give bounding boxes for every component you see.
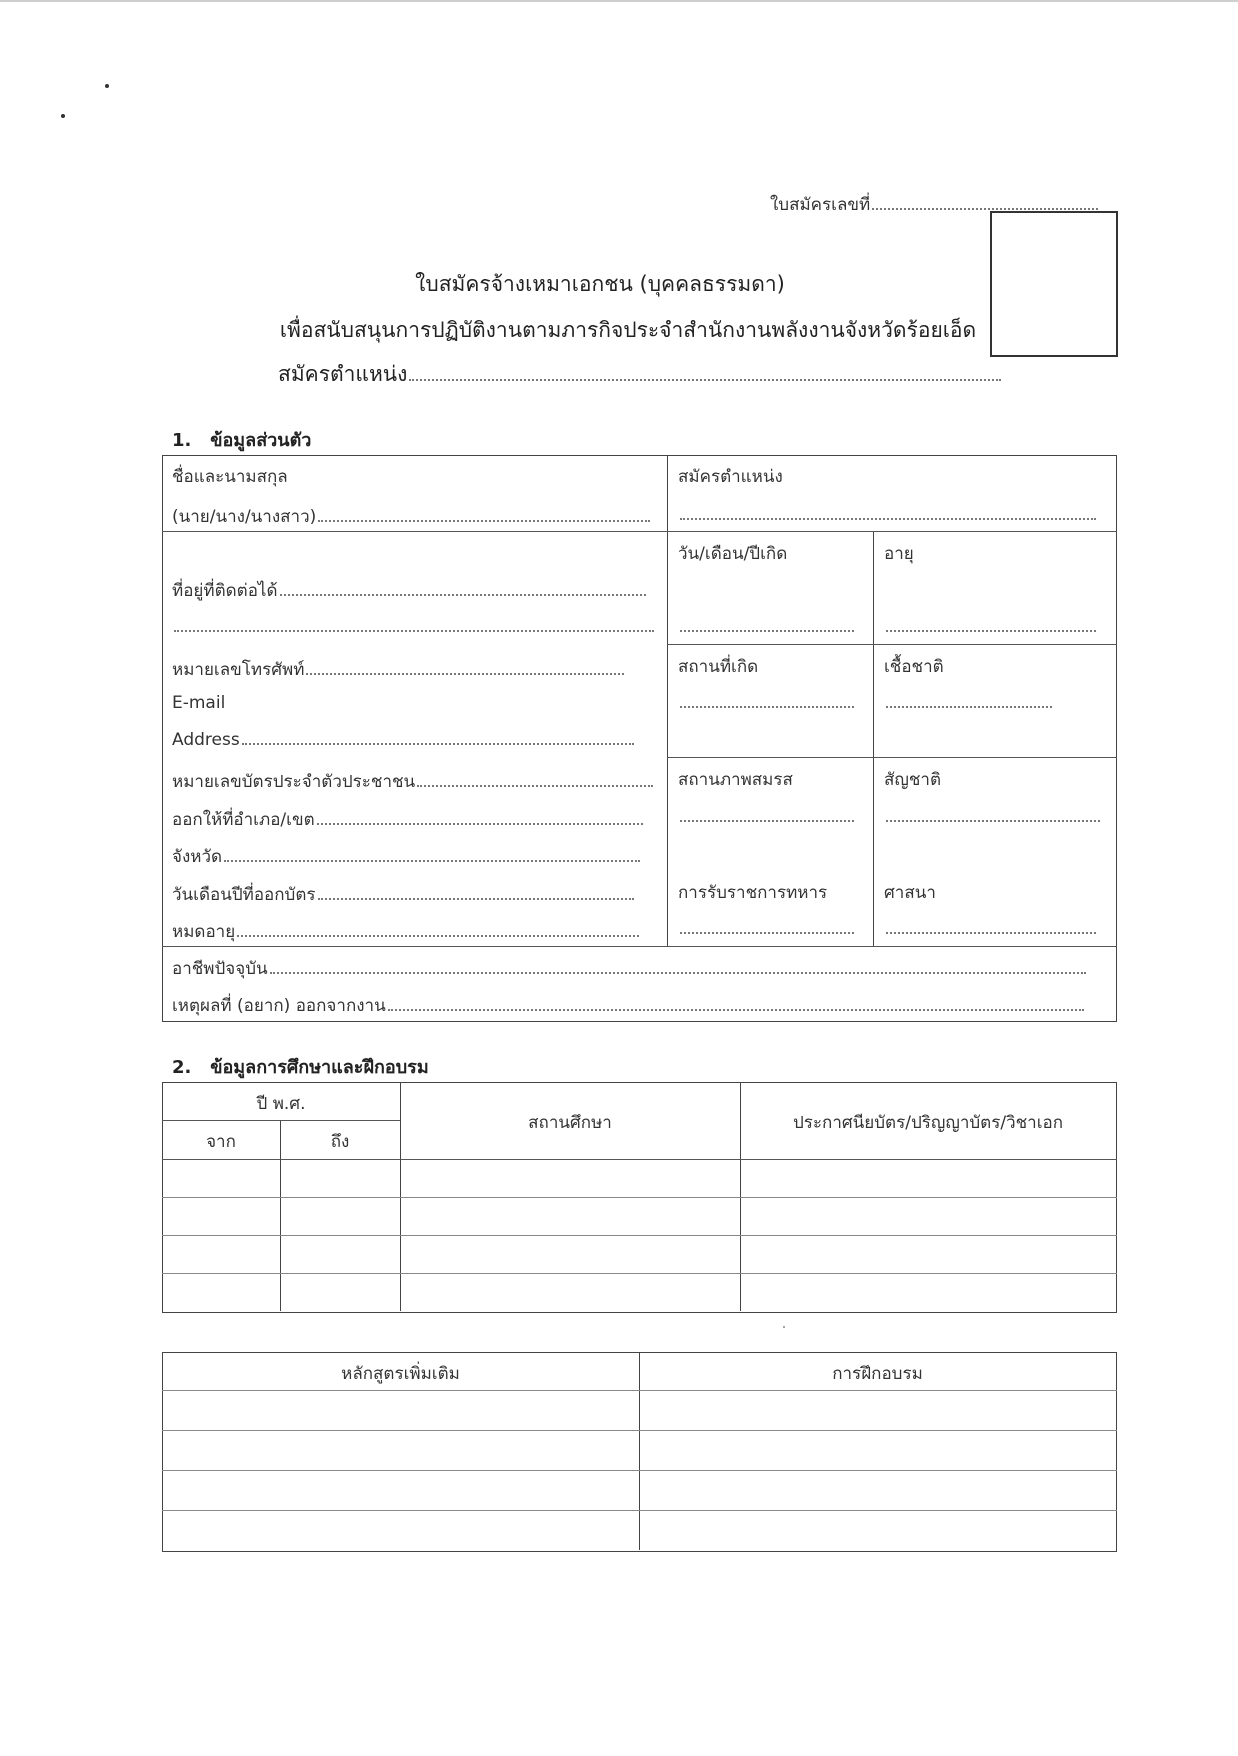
position-applied-input[interactable]: [409, 379, 1001, 381]
education-row-2-institution[interactable]: [401, 1198, 740, 1235]
name-prefix: (นาย/นาง/นางสาว): [172, 507, 317, 527]
age-label: อายุ: [884, 544, 914, 564]
position-label: สมัครตำแหน่ง: [678, 467, 783, 487]
province-label: จังหวัด: [172, 847, 223, 867]
application-number-label: ใบสมัครเลขที่: [770, 195, 871, 215]
issued-district-label: ออกให้ที่อำเภอ/เขต: [172, 810, 315, 830]
name-label: ชื่อและนามสกุล: [172, 467, 288, 487]
training-row-2-course[interactable]: [163, 1431, 639, 1470]
table-divider: [667, 644, 1117, 645]
race-label: เชื้อชาติ: [884, 657, 944, 677]
age-input[interactable]: [886, 630, 1096, 632]
leave-reason-field: [172, 992, 1084, 1019]
photo-box: [990, 211, 1118, 357]
education-row-1-from[interactable]: [163, 1160, 280, 1197]
address-input[interactable]: [280, 594, 646, 596]
id-card-input[interactable]: [417, 785, 653, 787]
table-divider: [873, 531, 874, 946]
id-card-field: [172, 768, 653, 795]
race-input[interactable]: [886, 706, 1052, 708]
education-row-4-from[interactable]: [163, 1274, 280, 1310]
occupation-input[interactable]: [270, 972, 1086, 974]
training-header: การฝึกอบรม: [832, 1364, 923, 1384]
issue-date-label: วันเดือนปีที่ออกบัตร: [172, 885, 316, 905]
birthdate-input[interactable]: [680, 630, 854, 632]
email-address-label: Address: [172, 730, 240, 750]
email-label: E-mail: [172, 693, 226, 713]
issued-district-field: [172, 806, 643, 833]
birthplace-input[interactable]: [680, 706, 854, 708]
degree-header: ประกาศนียบัตร/ปริญญาบัตร/วิชาเอก: [792, 1113, 1064, 1133]
training-row-3-training[interactable]: [640, 1471, 1115, 1510]
section-1-heading: [172, 425, 311, 454]
religion-input[interactable]: [886, 932, 1096, 934]
education-row-2-from[interactable]: [163, 1198, 280, 1235]
email-input[interactable]: [242, 743, 634, 745]
scan-speck: [783, 1326, 785, 1328]
table-divider: [667, 757, 1117, 758]
province-field: [172, 843, 640, 870]
issued-district-input[interactable]: [317, 823, 643, 825]
education-row-1-institution[interactable]: [401, 1160, 740, 1197]
education-row-4-degree[interactable]: [741, 1274, 1115, 1310]
table-divider: [162, 531, 1117, 532]
address-input-line2[interactable]: [174, 630, 654, 632]
nationality-label: สัญชาติ: [884, 770, 941, 790]
to-header: ถึง: [330, 1132, 350, 1152]
education-row-2-to[interactable]: [281, 1198, 400, 1235]
id-card-label: หมายเลขบัตรประจำตัวประชาชน: [172, 772, 416, 792]
course-header: หลักสูตรเพิ่มเติม: [341, 1364, 460, 1384]
application-number-input[interactable]: [872, 208, 1098, 210]
name-field: [172, 503, 650, 530]
military-service-label: การรับราชการทหาร: [678, 883, 828, 903]
expiry-input[interactable]: [237, 935, 639, 937]
from-header: จาก: [206, 1132, 236, 1152]
address-label: ที่อยู่ที่ติดต่อได้: [172, 581, 278, 601]
phone-label: หมายเลขโทรศัพท์: [172, 660, 305, 680]
year-header: ปี พ.ศ.: [256, 1094, 306, 1114]
scan-edge: [0, 0, 1238, 2]
position-applied-field: [278, 358, 1001, 391]
education-row-1-degree[interactable]: [741, 1160, 1115, 1197]
issue-date-input[interactable]: [318, 898, 634, 900]
scan-speck: [61, 114, 65, 118]
education-row-4-institution[interactable]: [401, 1274, 740, 1310]
expiry-field: [172, 918, 639, 945]
province-input[interactable]: [224, 860, 640, 862]
phone-input[interactable]: [306, 673, 624, 675]
training-row-3-course[interactable]: [163, 1471, 639, 1510]
leave-reason-input[interactable]: [388, 1009, 1084, 1011]
position-input[interactable]: [680, 518, 1096, 520]
form-subtitle: เพื่อสนับสนุนการปฏิบัติงานตามภารกิจประจำสำนักงานพลังงานจังหวัดร้อยเอ็ด: [279, 318, 977, 342]
address-field: [172, 577, 646, 604]
education-row-3-from[interactable]: [163, 1236, 280, 1273]
education-row-3-institution[interactable]: [401, 1236, 740, 1273]
table-divider: [667, 455, 668, 946]
name-input[interactable]: [318, 520, 650, 522]
issue-date-field: [172, 881, 634, 908]
birthdate-label: วัน/เดือน/ปีเกิด: [678, 544, 788, 564]
nationality-input[interactable]: [886, 820, 1100, 822]
section-number: 2.: [172, 1057, 192, 1078]
form-title: ใบสมัครจ้างเหมาเอกชน (บุคคลธรรมดา): [415, 272, 785, 296]
occupation-label: อาชีพปัจจุบัน: [172, 959, 268, 979]
expiry-label: หมดอายุ: [172, 922, 236, 942]
email-address-field: [172, 730, 634, 750]
marital-status-label: สถานภาพสมรส: [678, 770, 793, 790]
occupation-field: [172, 955, 1086, 982]
section-number: 1.: [172, 430, 192, 451]
leave-reason-label: เหตุผลที่ (อยาก) ออกจากงาน: [172, 996, 386, 1016]
table-divider: [162, 946, 1117, 947]
training-row-4-training[interactable]: [640, 1511, 1115, 1549]
institution-header: สถานศึกษา: [528, 1113, 612, 1133]
training-row-2-training[interactable]: [640, 1431, 1115, 1470]
birthplace-label: สถานที่เกิด: [678, 657, 759, 677]
phone-field: [172, 656, 624, 683]
position-applied-label: สมัครตำแหน่ง: [278, 362, 408, 386]
training-row-1-course[interactable]: [163, 1391, 639, 1430]
education-row-1-to[interactable]: [281, 1160, 400, 1197]
table-divider: [162, 1120, 400, 1121]
education-row-3-degree[interactable]: [741, 1236, 1115, 1273]
religion-label: ศาสนา: [884, 883, 936, 903]
section-2-heading: [172, 1052, 429, 1081]
military-service-input[interactable]: [680, 932, 854, 934]
education-row-4-to[interactable]: [281, 1274, 400, 1310]
education-row-3-to[interactable]: [281, 1236, 400, 1273]
marital-status-input[interactable]: [680, 820, 854, 822]
training-row-4-course[interactable]: [163, 1511, 639, 1549]
section-title: ข้อมูลส่วนตัว: [210, 430, 312, 451]
section-title: ข้อมูลการศึกษาและฝึกอบรม: [210, 1057, 429, 1078]
scan-speck: [105, 84, 109, 88]
training-row-1-training[interactable]: [640, 1391, 1115, 1430]
education-row-2-degree[interactable]: [741, 1198, 1115, 1235]
